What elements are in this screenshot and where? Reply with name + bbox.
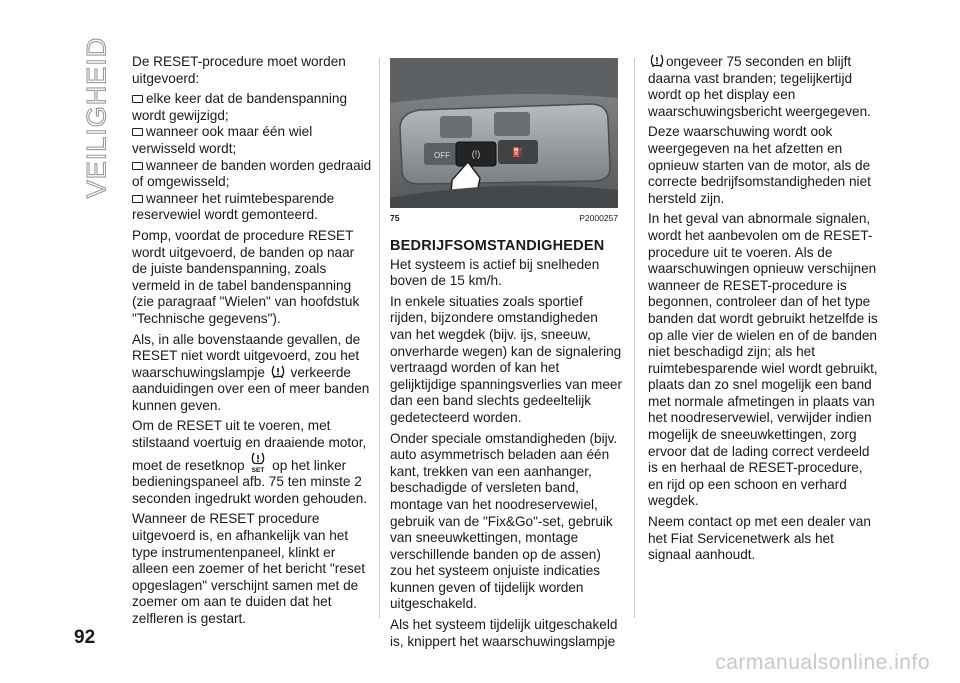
section-heading: BEDRIJFSOMSTANDIGHEDEN — [390, 238, 605, 254]
paragraph: Als het systeem tijdelijk uitgeschakeld is, knippert het waarschuwingslampje — [390, 617, 618, 649]
tire-pressure-warning-icon — [650, 54, 664, 67]
column-3 — [648, 54, 880, 568]
page-number: 92 — [74, 627, 96, 648]
paragraph: Wanneer de RESET procedure uitgevoerd is, en afhankelijk van het type instrumentenpaneel, klinkt er alleen een zoemer of het bericht "reset opgeslagen" verschijnt samen met de zoemer om aan te duiden dat het zelfleren is gestart. — [132, 511, 366, 626]
paragraph: Om de RESET uit te voeren, met stilstaand voertuig en draaiende motor, moet de resetknop SET op het linker bedieningspaneel afb. 75 ten minste 2 seconden ingedrukt worden gehouden. — [132, 418, 368, 506]
list-item: wanneer het ruimtebesparende reservewiel wordt gemonteerd. — [132, 190, 335, 223]
svg-text:(!): (!) — [471, 149, 481, 159]
car-bullet-icon — [132, 195, 143, 203]
column-divider — [634, 58, 635, 618]
list-item: wanneer de banden worden gedraaid of omgewisseld; — [132, 157, 372, 190]
watermark: carmanualsonline.info — [715, 651, 930, 674]
list-item: wanneer ook maar één wiel verwisseld wordt; — [132, 124, 313, 156]
paragraph: Deze waarschuwing wordt ook weergegeven na het afzetten en opnieuw starten van de motor, als de correcte bedrijfsomstandigheden niet hersteld zijn. — [648, 124, 871, 206]
paragraph: Pomp, voordat de procedure RESET wordt uitgevoerd, de banden op naar de juiste bandenspanning, zoals vermeld in de tabel bandenspanning (zie paragraaf "Wielen" van hoofdstuk "Technische gegevens"). — [132, 227, 360, 326]
column-divider — [379, 58, 380, 618]
paragraph: Als, in alle bovenstaande gevallen, de RESET niet wordt uitgevoerd, zou het waarschuwingslampje verkeerde aanduidingen over een of meer banden kunnen geven. — [132, 331, 370, 413]
figure-code: P2000257 — [579, 213, 618, 223]
list-item: elke keer dat de bandenspanning wordt gewijzigd; — [132, 91, 348, 123]
car-bullet-icon — [132, 162, 143, 170]
paragraph: Onder speciale omstandigheden (bijv. auto asymmetrisch beladen aan één kant, trekken van een aanhanger, beschadigde of versleten band, montage van het noodreservewiel, gebruik van de "Fix&Go"-set, gebruik van sneeuwkettingen, montage verschillende banden op de assen) zou het systeem onjuiste indicaties kunnen geven of tijdelijk worden uitgeschakeld. — [390, 430, 618, 612]
paragraph: ongeveer 75 seconden en blijft daarna vast branden; tegelijkertijd wordt op het display een waarschuwingsbericht weergegeven. — [648, 54, 871, 119]
column-2 — [390, 54, 622, 649]
paragraph: Neem contact op met een dealer van het Fiat Servicenetwerk als het signaal aanhoudt. — [648, 514, 871, 563]
tire-reset-set-icon — [250, 452, 266, 474]
car-bullet-icon — [132, 128, 143, 136]
paragraph: In enkele situaties zoals sportief rijden, bijzondere omstandigheden van het wegdek (bijv. ijs, sneeuw, onverharde wegen) kan de signalering vertraagd worden of kan het gelijktijdige spanningsverlies van meer dan een band slechts gedeeltelijk gedetecteerd worden. — [390, 293, 622, 425]
paragraph: In het geval van abnormale signalen, wordt het aanbevolen om de RESET-procedure uit te voeren. Als de waarschuwingen opnieuw verschijnen wanneer de RESET-procedure is begonnen, controleer dan of het type banden dat wordt gebruikt hetzelfde is op alle vier de wielen en of de banden niet beschadigd zijn; als het ruimtebesparende wiel wordt gebruikt, plaats dan zo snel mogelijk een band met normale afmetingen in plaats van het noodreservewiel, verwijder indien mogelijk de sneeuwkettingen, zorg ervoor dat de lading correct verdeeld is en herhaal de RESET-procedure, en rijd op een schoon en verhard wegdek. — [648, 211, 878, 509]
column-1 — [132, 54, 372, 632]
section-side-title: VEILIGHEID — [81, 36, 112, 198]
car-bullet-icon — [132, 95, 143, 103]
svg-text:SET: SET — [252, 466, 265, 474]
paragraph: Het systeem is actief bij snelheden boven de 15 km/h. — [390, 256, 600, 289]
tire-pressure-warning-icon — [271, 365, 285, 378]
paragraph: De RESET-procedure moet worden uitgevoerd: — [132, 54, 346, 86]
figure-number: 75 — [390, 213, 400, 223]
svg-text:OFF: OFF — [434, 151, 450, 160]
svg-text:⛽: ⛽ — [512, 147, 524, 157]
